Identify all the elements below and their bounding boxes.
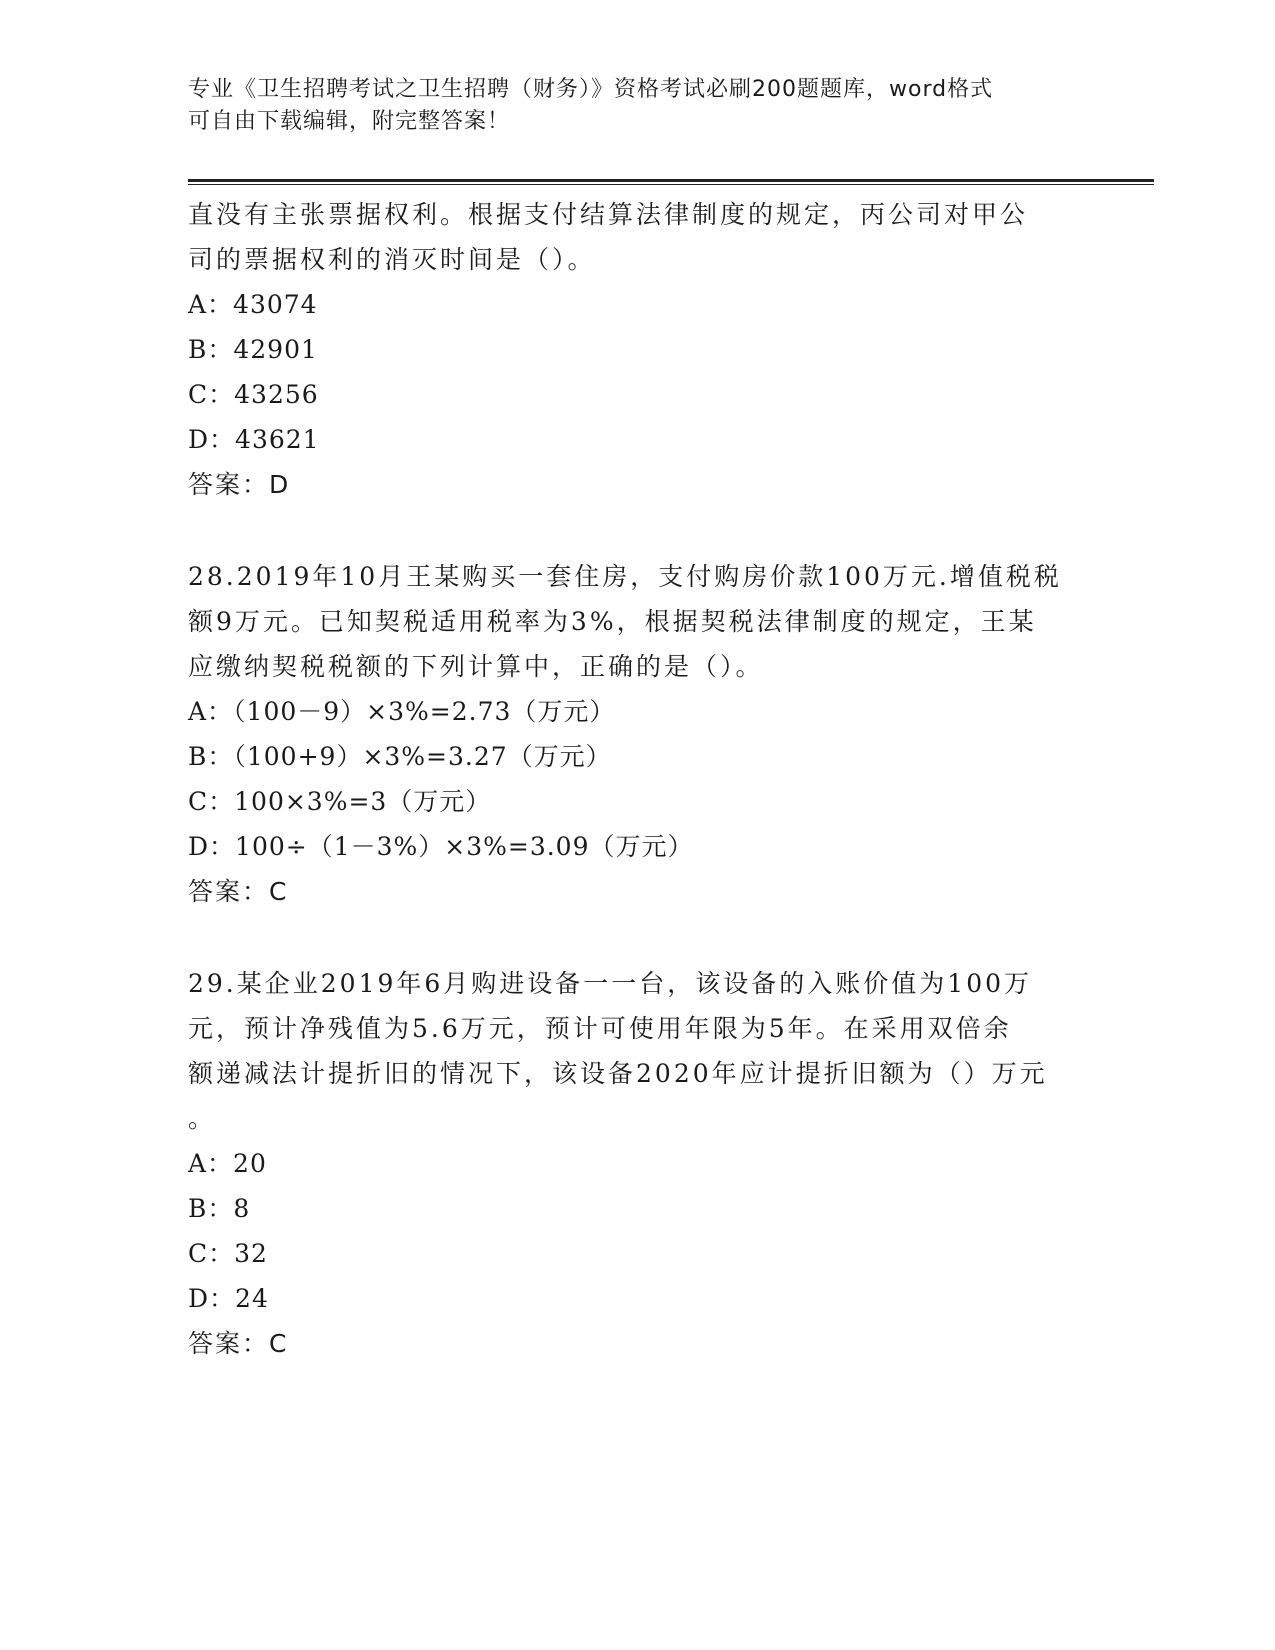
question-28 — [188, 554, 1088, 914]
question-29-answer: 答案：C — [188, 1329, 289, 1358]
question-29-stem-line-2: 元，预计净残值为5.6万元，预计可使用年限为5年。在采用双倍余 — [188, 1014, 1012, 1043]
question-28-option-a: A：（100－9）×3%=2.73（万元） — [188, 697, 616, 726]
header-title-line-1: 专业《卫生招聘考试之卫生招聘（财务）》资格考试必刷200题题库，word格式 — [188, 77, 994, 102]
question-27-stem-line-1: 直没有主张票据权利。根据支付结算法律制度的规定，丙公司对甲公 — [188, 200, 1029, 229]
document-header — [188, 74, 1088, 138]
question-27 — [188, 192, 1088, 507]
question-29-option-d: D：24 — [188, 1284, 269, 1313]
question-28-answer: 答案：C — [188, 877, 289, 906]
header-title-line-2: 可自由下载编辑，附完整答案！ — [188, 109, 511, 134]
question-27-option-b: B：42901 — [188, 335, 318, 364]
question-28-stem-line-2: 额9万元。已知契税适用税率为3%，根据契税法律制度的规定，王某 — [188, 607, 1037, 636]
question-27-answer: 答案：D — [188, 470, 291, 499]
question-28-option-b: B：（100+9）×3%=3.27（万元） — [188, 742, 612, 771]
question-27-option-c: C：43256 — [188, 380, 319, 409]
header-divider-thick — [188, 179, 1154, 182]
question-27-stem-line-2: 司的票据权利的消灭时间是（）。 — [188, 245, 596, 274]
question-29-option-b: B：8 — [188, 1194, 251, 1223]
question-28-option-c: C：100×3%=3（万元） — [188, 787, 492, 816]
question-29-option-c: C：32 — [188, 1239, 268, 1268]
question-29-stem-line-3: 额递减法计提折旧的情况下，该设备2020年应计提折旧额为（）万元 — [188, 1059, 1048, 1088]
question-28-stem-line-3: 应缴纳契税税额的下列计算中，正确的是（）。 — [188, 652, 764, 681]
question-29-option-a: A：20 — [188, 1149, 267, 1178]
question-27-option-d: D：43621 — [188, 425, 320, 454]
question-list — [188, 192, 1088, 1366]
question-29 — [188, 961, 1088, 1366]
header-divider-thin — [188, 184, 1154, 185]
spacer — [188, 914, 1088, 961]
question-28-stem-line-1: 28.2019年10月王某购买一套住房，支付购房价款100万元.增值税税 — [188, 562, 1062, 591]
spacer — [188, 507, 1088, 554]
question-29-stem-line-1: 29.某企业2019年6月购进设备一一台，该设备的入账价值为100万 — [188, 969, 1033, 998]
question-27-option-a: A：43074 — [188, 290, 318, 319]
question-29-stem-line-4: 。 — [188, 1104, 217, 1133]
question-28-option-d: D：100÷（1－3%）×3%=3.09（万元） — [188, 832, 694, 861]
